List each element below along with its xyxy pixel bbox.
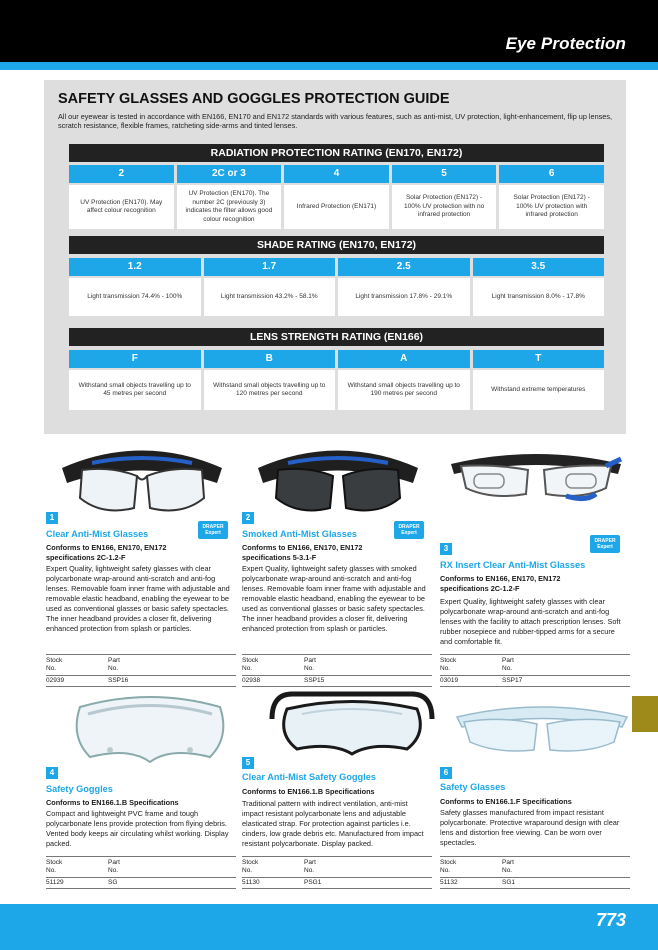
stock-no-header: Stock No. (440, 859, 457, 874)
product-number: 2 (242, 512, 254, 524)
safety-glasses-image (452, 692, 632, 772)
stock-no-header: Stock No. (242, 859, 259, 874)
radiation-col (392, 165, 497, 229)
rating-description: Infrared Protection (EN171) (284, 185, 389, 229)
anti-mist-safety-goggles-image (262, 684, 442, 764)
part-number: PSG1 (304, 879, 322, 886)
product-number: 3 (440, 543, 452, 555)
safety-goggles-image (60, 692, 240, 772)
section-title: Eye Protection (505, 34, 626, 53)
product-description: Traditional pattern with indirect ventilation, anti-mist impact resistant polycarbonate lens and adjustable elasticated strap. For protection against particles i.e. cinders, low grade debris etc. Manufactured from impact resistant polycarbonate. Display packed. (242, 799, 424, 848)
rating-description: Light transmission 17.8% - 29.1% (338, 278, 470, 316)
rating-description: Light transmission 74.4% - 100% (69, 278, 201, 316)
stock-no-header: Stock No. (46, 657, 63, 672)
product-name: Clear Anti-Mist Safety Goggles (242, 772, 376, 782)
rating-value: 6 (499, 165, 604, 183)
part-no-header: Part No. (304, 657, 316, 672)
rating-value: 1.7 (204, 258, 336, 276)
shade-col (338, 258, 470, 316)
product-number: 1 (46, 512, 58, 524)
stock-no-header: Stock No. (242, 657, 259, 672)
product-conformity: Conforms to EN166.1.F Specifications (440, 797, 572, 806)
lens-strength-band: LENS STRENGTH RATING (EN166) (69, 328, 604, 346)
rating-value: 4 (284, 165, 389, 183)
part-number: SSP15 (304, 677, 325, 684)
page-number: 773 (595, 910, 626, 930)
shade-col (204, 258, 336, 316)
rating-description: UV Protection (EN170). The number 2C (previously 3) indicates the filter allows good colour recognition (177, 185, 282, 229)
lens-strength-table (69, 350, 604, 410)
product-conformity: Conforms to EN166, EN170, EN172 specifications 5-3.1-F (242, 543, 363, 562)
stock-no-header: Stock No. (440, 657, 457, 672)
radiation-rating-band: RADIATION PROTECTION RATING (EN170, EN172) (69, 144, 604, 162)
product-number: 5 (242, 757, 254, 769)
stock-table (440, 856, 630, 889)
product-conformity: Conforms to EN166, EN170, EN172 specifications 2C-1.2-F (440, 574, 561, 593)
rating-value: T (473, 350, 605, 368)
draper-expert-logo: DRAPER Expert (590, 535, 620, 553)
part-number: SSP17 (502, 677, 523, 684)
stock-table (440, 654, 630, 687)
rating-value: 2C or 3 (177, 165, 282, 183)
product-name: Safety Goggles (46, 784, 113, 794)
stock-number: 51130 (242, 879, 260, 886)
rating-value: B (204, 350, 336, 368)
part-no-header: Part No. (502, 657, 514, 672)
stock-table (242, 856, 432, 889)
product-name: Clear Anti-Mist Glasses (46, 529, 149, 539)
rating-description: Solar Protection (EN172) - 100% UV protection with infrared protection (499, 185, 604, 229)
product-conformity: Conforms to EN166.1.B Specifications (242, 787, 375, 796)
strength-col (69, 350, 201, 410)
rating-description: Withstand small objects travelling up to 45 metres per second (69, 370, 201, 410)
stock-table (46, 654, 236, 687)
part-number: SG (108, 879, 118, 886)
rating-description: Solar Protection (EN172) - 100% UV protection with no infrared protection (392, 185, 497, 229)
stock-number: 02939 (46, 677, 65, 684)
part-no-header: Part No. (108, 859, 120, 874)
stock-number: 02938 (242, 677, 261, 684)
rating-value: 2 (69, 165, 174, 183)
rating-value: 5 (392, 165, 497, 183)
product-description: Expert Quality, lightweight safety glasses with clear polycarbonate wrap-around anti-scratch and anti-fog lenses. Removable foam inner frame with adjustable and removable elastic headband, enabling the eyewear to be used as conventional glasses or basic safety spectacles. The inner headband provides a closer fit, delivering enhanced protection from splash or particles. (46, 564, 230, 633)
rating-description: Withstand extreme temperatures (473, 370, 605, 410)
rating-description: Withstand small objects travelling up to 120 metres per second (204, 370, 336, 410)
product-conformity: Conforms to EN166.1.B Specifications (46, 798, 179, 807)
header-accent-stripe (0, 62, 658, 70)
draper-expert-logo: DRAPER Expert (198, 521, 228, 539)
rating-value: 2.5 (338, 258, 470, 276)
rating-value: A (338, 350, 470, 368)
part-no-header: Part No. (502, 859, 514, 874)
strength-col (204, 350, 336, 410)
stock-number: 03019 (440, 677, 459, 684)
product-description: Expert Quality, lightweight safety glasses with smoked polycarbonate wrap-around anti-scratch and anti-fog lenses. Removable foam inner frame with adjustable and removable elastic headband, enabling the eyewear to be used as conventional glasses or basic safety spectacles. The inner headband provides a closer fit, delivering enhanced protection from splash or particles. (242, 564, 426, 633)
rating-value: 3.5 (473, 258, 605, 276)
part-no-header: Part No. (108, 657, 120, 672)
guide-title: SAFETY GLASSES AND GOGGLES PROTECTION GUIDE (58, 91, 450, 107)
rating-description: Withstand small objects travelling up to 190 metres per second (338, 370, 470, 410)
clear-anti-mist-glasses-image (52, 438, 232, 518)
part-number: SSP16 (108, 677, 129, 684)
stock-number: 51132 (440, 879, 458, 886)
product-conformity: Conforms to EN166, EN170, EN172 specifications 2C-1.2-F (46, 543, 167, 562)
radiation-col (284, 165, 389, 229)
stock-table (242, 654, 432, 687)
shade-rating-table (69, 258, 604, 316)
product-description: Compact and lightweight PVC frame and tough polycarbonate lens provide protection from flying debris. Vented body keeps air circulating whilst working. Display packed. (46, 809, 229, 848)
rating-description: UV Protection (EN170). May affect colour recognition (69, 185, 174, 229)
product-name: Safety Glasses (440, 782, 506, 792)
product-number: 6 (440, 767, 452, 779)
strength-col (338, 350, 470, 410)
rating-description: Light transmission 43.2% - 58.1% (204, 278, 336, 316)
rating-description: Light transmission 8.0% - 17.8% (473, 278, 605, 316)
shade-col (69, 258, 201, 316)
guide-intro: All our eyewear is tested in accordance with EN166, EN170 and EN172 standards with various features, such as anti-mist, UV protection, light-enhancement, flip up lenses, scratch resistance, flexible frames, ratcheting side-arms and tinted lenses. (58, 112, 613, 130)
rating-value: 1.2 (69, 258, 201, 276)
shade-col (473, 258, 605, 316)
stock-no-header: Stock No. (46, 859, 63, 874)
radiation-col (177, 165, 282, 229)
protection-guide (44, 80, 626, 434)
part-number: SG1 (502, 879, 516, 886)
smoked-anti-mist-glasses-image (248, 438, 428, 518)
footer-bar (0, 904, 658, 950)
stock-number: 51129 (46, 879, 64, 886)
product-name: Smoked Anti-Mist Glasses (242, 529, 358, 539)
radiation-rating-table (69, 165, 604, 229)
strength-col (473, 350, 605, 410)
section-tab (632, 696, 658, 732)
rating-value: F (69, 350, 201, 368)
draper-expert-logo: DRAPER Expert (394, 521, 424, 539)
stock-table (46, 856, 236, 889)
product-description: Expert Quality, lightweight safety glasses with clear polycarbonate wrap-around anti-scratch and anti-fog lenses with the facility to attach prescription lenses. Soft rubber nosepiece and rubber-tipped arms for a secure and comfortable fit. (440, 597, 621, 646)
product-description: Safety glasses manufactured from impact resistant polycarbonate. Protective wraparound design with clear lens and distortion free viewing. Can be worn over spectacles. (440, 808, 620, 847)
part-no-header: Part No. (304, 859, 316, 874)
rx-insert-glasses-image (446, 444, 626, 524)
product-number: 4 (46, 767, 58, 779)
radiation-col (499, 165, 604, 229)
radiation-col (69, 165, 174, 229)
product-name: RX Insert Clear Anti-Mist Glasses (440, 560, 586, 570)
shade-rating-band: SHADE RATING (EN170, EN172) (69, 236, 604, 254)
